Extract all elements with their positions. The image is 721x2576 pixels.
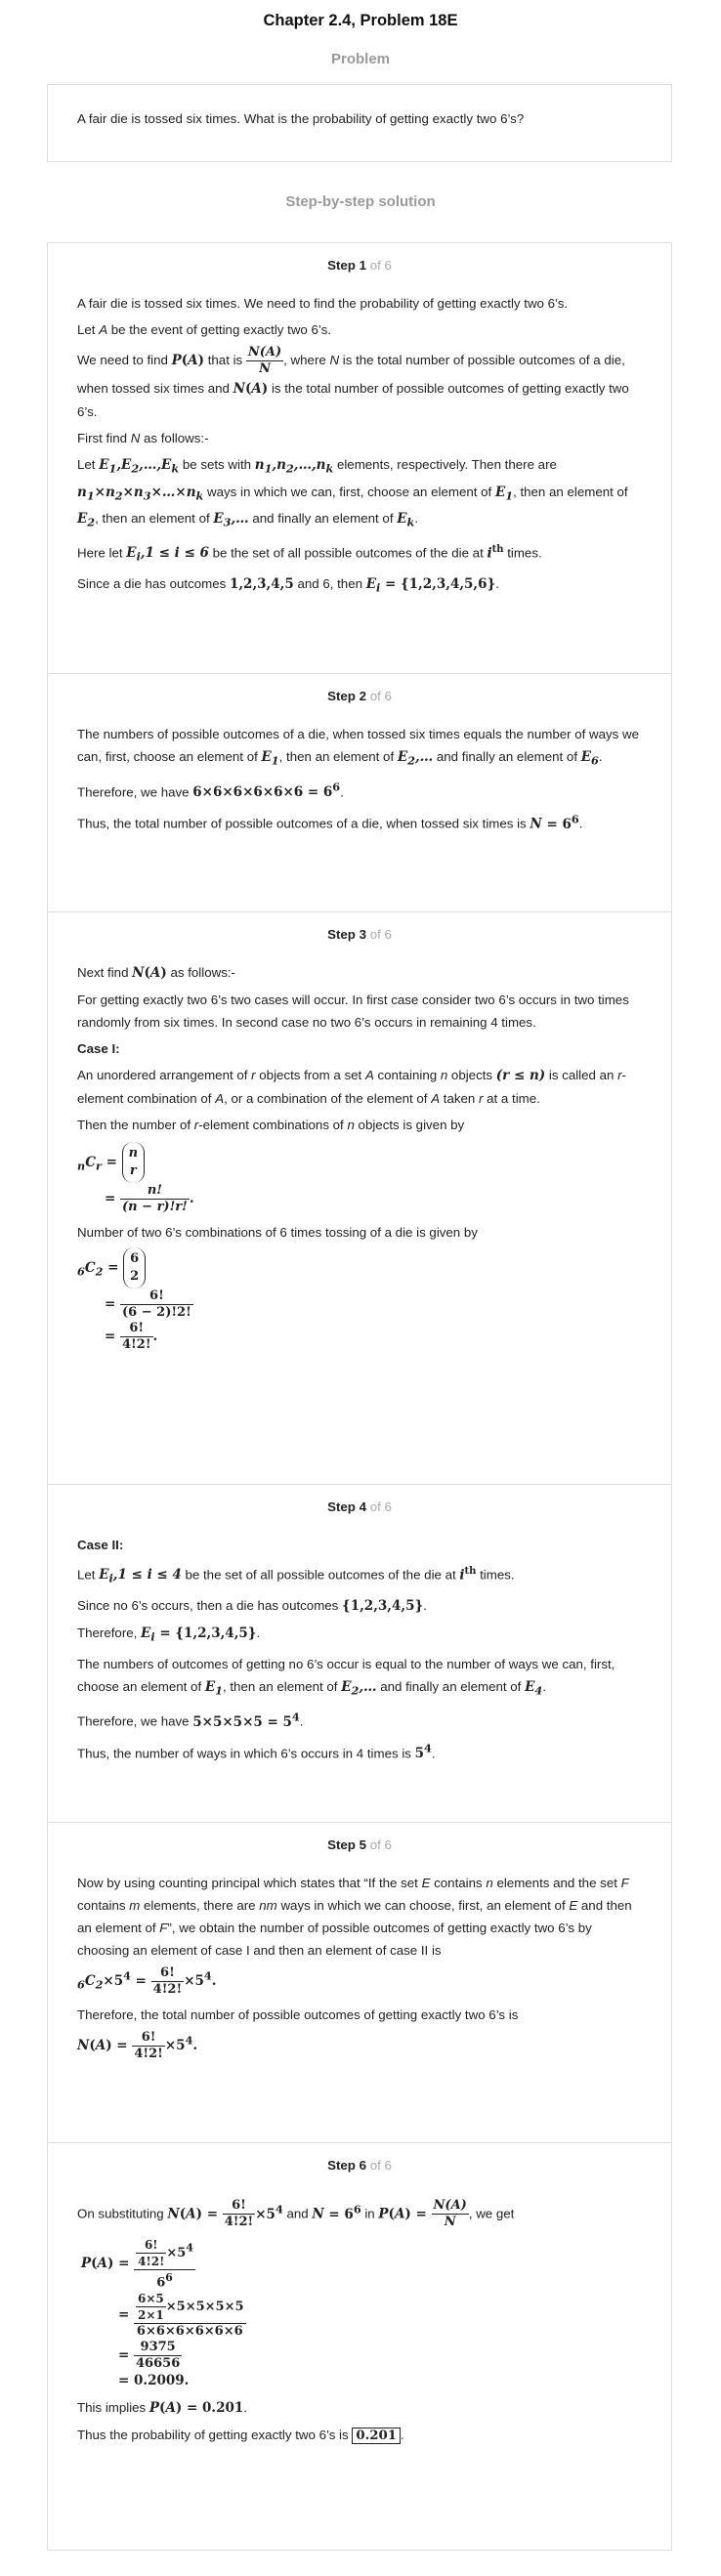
step-3 [48, 911, 671, 1484]
step-text: Since no 6’s occurs, then a die has outcomes {1,2,3,4,5}. [77, 1598, 427, 1615]
combination-calc: $_6C_2 = 6$ 2 = $\frac{6!}{(6 - 2)!2!}$ = $\frac{6!}{4!2!}$ . [77, 1247, 642, 1353]
step-text: A fair die is tossed six times. We need to find the probability of getting exactly two 6’s. [77, 296, 569, 311]
step-4 [48, 1484, 671, 1822]
step-text: The numbers of possible outcomes of a die, when tossed six times equals the number of ways we can, first, choose an element of $E_1$, then an element of $E_2,\dots$ and finally an element of $E_6$. [77, 727, 640, 768]
step-header: Step 4 of 6 [327, 1499, 392, 1514]
step-text: Let $E_1,E_2,\dots,E_k$ be sets with $n_1,n_2,\dots,n_k$ elements, respectively. Then there are $n_1\times n_2\times n_3\times\dots\times n_k$ ways in which we can, first, choose an element of $E_1$, then an element of $E_2$, then an element of $E_3,\dots$ and finally an element of $E_k$. [77, 457, 628, 530]
step-text: Since a die has outcomes 1,2,3,4,5 and 6, then $E_i = \{1,2,3,4,5,6\}$. [77, 576, 499, 595]
step-text: Here let $E_i,1 \le i \le 6$ be the set of all possible outcomes of the die at $i^{th}$ times. [77, 544, 542, 565]
case-label: Case II: [77, 1538, 124, 1552]
page-title: Chapter 2.4, Problem 18E [263, 12, 458, 29]
step-text: Therefore, we have $5\times 5\times 5\times 5 = 5^4$. [77, 1710, 304, 1730]
solution-heading: Step-by-step solution [285, 193, 436, 210]
final-answer-line: Thus the probability of getting exactly two 6’s is 0.201 . [77, 2427, 404, 2443]
step-header: Step 1 of 6 [327, 258, 392, 273]
outcome-product: $_6C_2\times 5^4$ = $\frac{6!}{4!2!}$ $\times 5^4$. [77, 1965, 217, 1997]
step-text: Let A be the event of getting exactly two 6’s. [77, 322, 331, 337]
step-text: First find N as follows:- [77, 431, 209, 445]
step-text: Now by using counting principal which states that “If the set E contains n elements and the set F contains m elements, there are nm ways in which we can choose, first, an element of E and then an element of F”, we obtain the number of possible outcomes of getting exactly two 6’s by choosing an element of case I and then an element of case II is [77, 1876, 632, 1958]
step-text: An unordered arrangement of r objects from a set A containing n objects (r ≤ n) is called an r-element combination of A, or a combination of the element of A taken r at a time. [77, 1068, 626, 1106]
final-answer: 0.201 [352, 2428, 401, 2444]
solution-box [47, 242, 672, 2551]
step-text: For getting exactly two 6’s two cases will occur. In first case consider two 6’s occurs in two times randomly from six times. In second case no two 6’s occurs in remaining 4 times. [77, 992, 629, 1030]
step-header: Step 5 of 6 [327, 1837, 392, 1852]
step-header: Step 6 of 6 [327, 2158, 392, 2173]
step-text: Thus, the total number of possible outcomes of a die, when tossed six times is $N = 6^6$. [77, 812, 583, 832]
case-label: Case I: [77, 1041, 120, 1056]
step-text: Therefore, the total number of possible outcomes of getting exactly two 6’s is [77, 2007, 519, 2022]
problem-heading: Problem [330, 51, 390, 67]
step-header: Step 2 of 6 [327, 689, 392, 703]
step-text: Number of two 6’s combinations of 6 times tossing of a die is given by [77, 1225, 478, 1240]
step-2 [48, 673, 671, 911]
step-1 [48, 243, 671, 673]
step-text: Next find N(A) as follows:- [77, 965, 235, 981]
combination-formula: $_nC_r = n$ r = $\frac{n!}{(n - r)!r!}$ . [77, 1142, 642, 1215]
step-text: Therefore, $E_i = \{1,2,3,4,5\}$. [77, 1626, 261, 1644]
step-text: On substituting N(A) = $\frac{6!}{4!2!}$ $\times 5^4$ and $N = 6^6$ in P(A) = $\frac{N(A)}{N}$ , we get [77, 2198, 515, 2230]
step-text: Thus, the number of ways in which 6’s occurs in 4 times is $5^4$. [77, 1741, 436, 1762]
step-text: Then the number of r-element combinations of n objects is given by [77, 1118, 465, 1132]
step-text: We need to find P(A) that is $\frac{N(A)}{N}$ , where N is the total number of possible outcomes of a die, when tossed six times and N(A) is the total number of possible outcomes of getting exactly two 6’s. [77, 345, 629, 419]
probability-calc: P(A) = $\frac{6!}{4!2!}$ $\times 5^4$ $6^6$ = $\frac{6\times 5}{2\times 1}$ ×5×5×5×5 6×6×6×6×6×6 = $\frac{9375}{46656}$ = 0.2009. [81, 2237, 244, 2388]
step-text: Therefore, we have $6\times 6\times 6\times 6\times 6\times 6 = 6^6$. [77, 780, 344, 801]
problem-text: A fair die is tossed six times. What is the probability of getting exactly two 6’s? [77, 111, 525, 126]
favourable-outcomes: N(A) = $\frac{6!}{4!2!}$ $\times 5^4$. [77, 2030, 198, 2061]
step-text: This implies P(A) = 0.201. [77, 2399, 247, 2416]
problem-box [47, 84, 672, 162]
step-text: Let $E_i,1 \le i \le 4$ be the set of all possible outcomes of the die at $i^{th}$ times. [77, 1566, 515, 1586]
step-header: Step 3 of 6 [327, 927, 392, 942]
step-text: The numbers of outcomes of getting no 6’s occur is equal to the number of ways we can, first, choose an element of $E_1$, then an element of $E_2,\dots$ and finally an element of $E_4$. [77, 1656, 615, 1698]
step-6 [48, 2142, 671, 2552]
step-5 [48, 1822, 671, 2142]
